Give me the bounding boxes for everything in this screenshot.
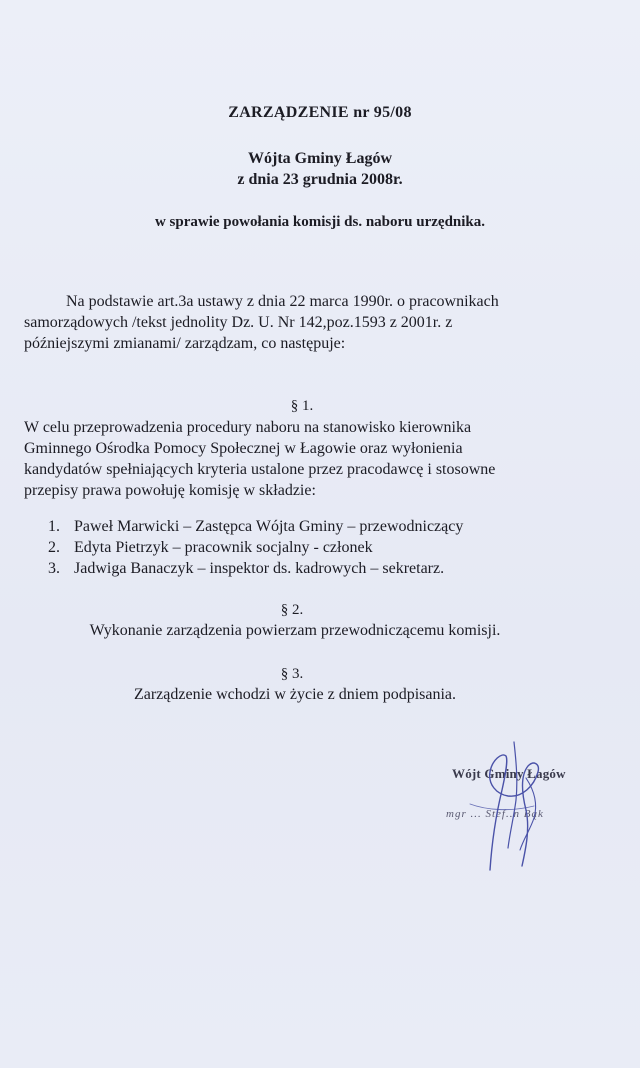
section-1-line: Gminnego Ośrodka Pomocy Społecznej w Łagowie oraz wyłonienia (24, 440, 463, 457)
preamble-paragraph (24, 291, 564, 354)
section-1-line: przepisy prawa powołuję komisję w składzie: (24, 482, 316, 499)
list-item-text: Paweł Marwicki – Zastępca Wójta Gminy – przewodniczący (74, 518, 464, 535)
handwritten-signature (430, 720, 600, 890)
preamble-line: samorządowych /tekst jednolity Dz. U. Nr 142,poz.1593 z 2001r. z (24, 314, 453, 331)
section-1-line: kandydatów spełniających kryteria ustalone przez pracodawcę i stosowne (24, 461, 496, 478)
preamble-line: Na podstawie art.3a ustawy z dnia 22 marca 1990r. o pracownikach (66, 293, 499, 310)
list-item-number: 2. (48, 539, 60, 556)
committee-members-list (48, 516, 608, 579)
section-1-line: W celu przeprowadzenia procedury naboru na stanowisko kierownika (24, 419, 472, 436)
document-authority (0, 148, 640, 190)
section-2-paragraph: Wykonanie zarządzenia powierzam przewodniczącemu komisji. (89, 622, 501, 639)
document-subject: w sprawie powołania komisji ds. naboru urzędnika. (154, 214, 486, 230)
official-stamp-title: Wójt Gminy Łagów (452, 766, 566, 781)
section-1-mark: § 1. (290, 398, 314, 414)
list-item (48, 537, 608, 558)
official-stamp-name: mgr ... Stef..n Bąk (446, 808, 544, 820)
list-item (48, 516, 608, 537)
list-item-number: 1. (48, 518, 60, 535)
document-title: ZARZĄDZENIE nr 95/08 (228, 104, 412, 121)
preamble-line: późniejszymi zmianami/ zarządzam, co następuje: (24, 335, 346, 352)
section-3-paragraph: Zarządzenie wchodzi w życie z dniem podpisania. (133, 686, 457, 703)
list-item-text: Jadwiga Banaczyk – inspektor ds. kadrowych – sekretarz. (74, 560, 445, 577)
authority-name: Wójta Gminy Łagów (248, 150, 392, 167)
section-2-mark: § 2. (280, 602, 304, 618)
list-item (48, 558, 608, 579)
list-item-number: 3. (48, 560, 60, 577)
document-date: z dnia 23 grudnia 2008r. (237, 171, 403, 188)
section-1-paragraph (24, 417, 584, 501)
section-3-mark: § 3. (280, 666, 304, 682)
list-item-text: Edyta Pietrzyk – pracownik socjalny - członek (74, 539, 373, 556)
